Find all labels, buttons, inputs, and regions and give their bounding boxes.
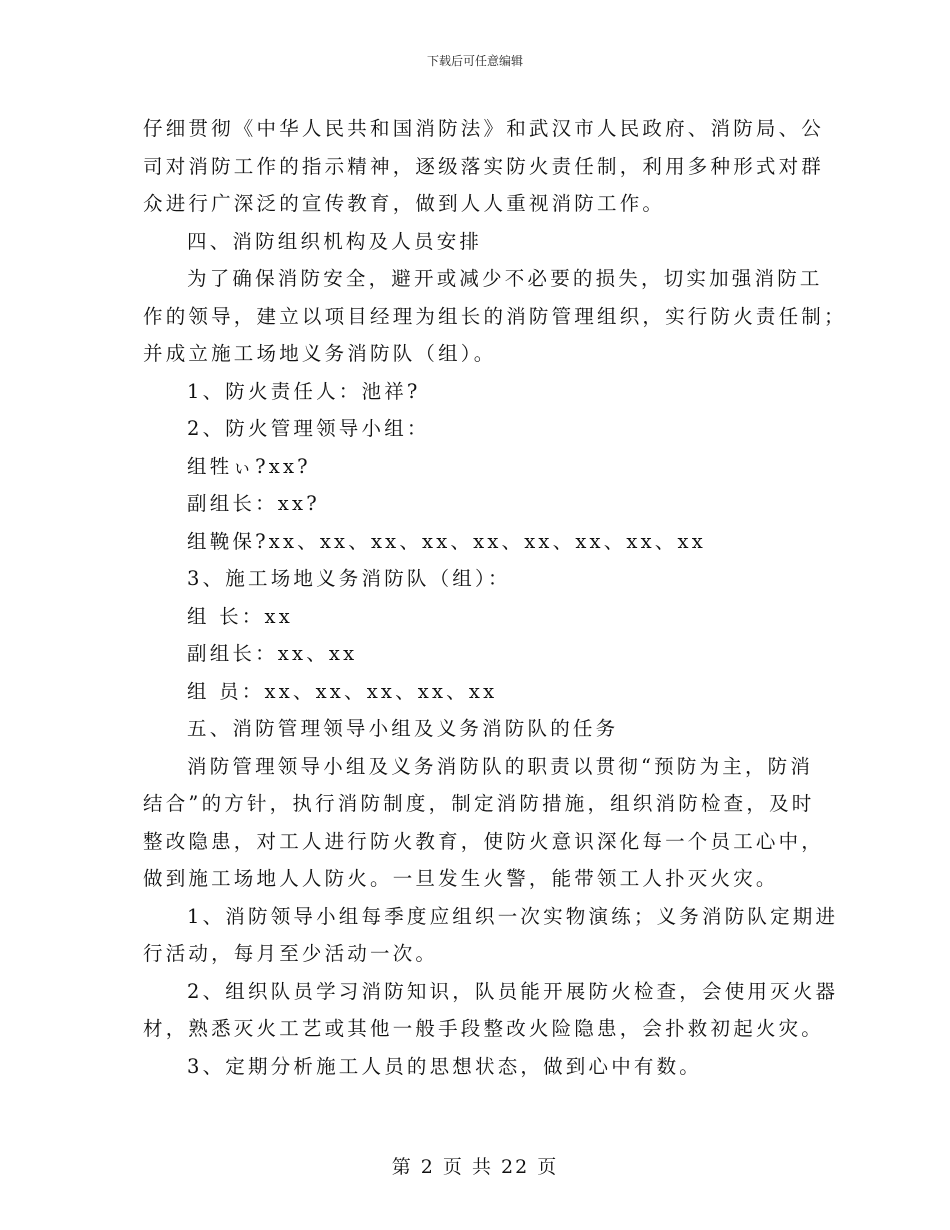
paragraph-line: 作的领导，建立以项目经理为组长的消防管理组织，实行防火责任制； <box>143 304 847 328</box>
paragraph-line: 做到施工场地人人防火。一旦发生火警，能带领工人扑灭火灾。 <box>143 867 779 890</box>
list-item: 组 员：xx、xx、xx、xx、xx <box>187 679 498 703</box>
list-item: 组鞔保?xx、xx、xx、xx、xx、xx、xx、xx、xx <box>187 529 706 553</box>
section-heading: 四、消防组织机构及人员安排 <box>187 229 483 253</box>
paragraph-line: 行活动，每月至少活动一次。 <box>143 942 439 965</box>
paragraph-line: 整改隐患，对工人进行防火教育，使防火意识深化每一个员工心中， <box>143 829 825 853</box>
paragraph-line: 为了确保消防安全，避开或减少不必要的损失，切实加强消防工 <box>187 267 823 290</box>
paragraph-line: 司对消防工作的指示精神，逐级落实防火责任制，利用多种形式对群 <box>143 154 825 178</box>
list-item: 1、防火责任人：池祥? <box>187 379 421 403</box>
list-item: 3、施工场地义务消防队（组）： <box>187 567 511 590</box>
list-item: 组牲ぃ?xx? <box>187 454 311 478</box>
document-body <box>143 110 847 1085</box>
paragraph-line: 3、定期分析施工人员的思想状态，做到心中有数。 <box>187 1054 703 1078</box>
page-number: 第 2 页 共 22 页 <box>391 1156 559 1178</box>
list-item: 副组长：xx、xx <box>187 642 358 665</box>
paragraph-line: 2、组织队员学习消防知识，队员能开展防火检查，会使用灭火器 <box>187 979 839 1003</box>
header-note: 下载后可任意编辑 <box>426 54 523 68</box>
paragraph-line: 消防管理领导小组及义务消防队的职责以贯彻“预防为主，防消 <box>187 754 814 778</box>
paragraph-line: 结合”的方针，执行消防制度，制定消防措施，组织消防检查，及时 <box>143 792 815 815</box>
list-item: 组 长：xx <box>187 604 293 628</box>
list-item: 2、防火管理领导小组： <box>187 417 430 440</box>
paragraph-line: 材，熟悉灭火工艺或其他一般手段整改火险隐患，会扑救初起火灾。 <box>143 1017 825 1040</box>
paragraph-line: 1、消防领导小组每季度应组织一次实物演练；义务消防队定期进 <box>187 904 839 928</box>
paragraph-line: 仔细贯彻《中华人民共和国消防法》和武汉市人民政府、消防局、公 <box>143 117 825 140</box>
paragraph-line: 众进行广深泛的宣传教育，做到人人重视消防工作。 <box>143 192 666 215</box>
section-heading: 五、消防管理领导小组及义务消防队的任务 <box>187 717 619 740</box>
paragraph-line: 并成立施工场地义务消防队（组）。 <box>143 342 497 365</box>
list-item: 副组长：xx? <box>187 492 320 515</box>
